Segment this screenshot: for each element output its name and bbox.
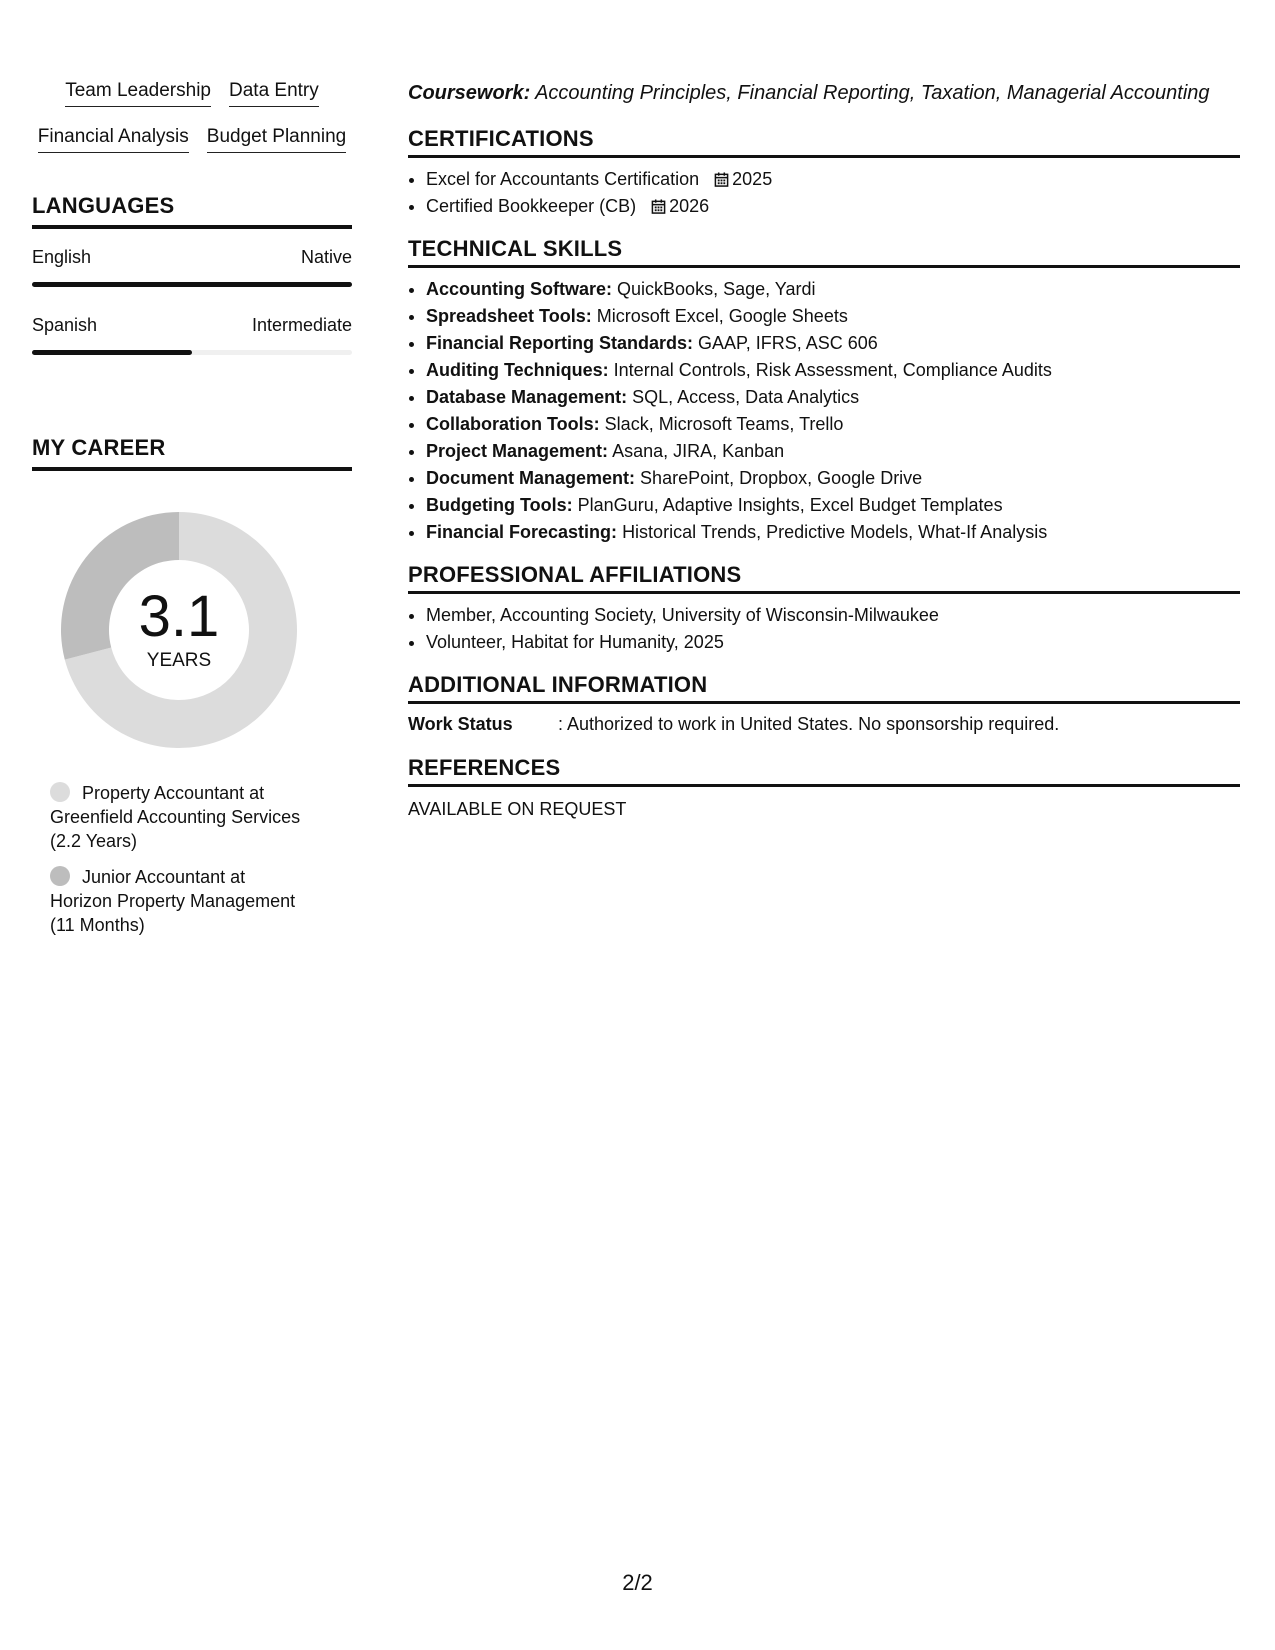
calendar-icon [714,172,729,187]
skill-value: SQL, Access, Data Analytics [632,387,860,407]
skill-tags [32,80,352,153]
skill-label: Database Management: [426,387,628,407]
certification-year: 2026 [669,196,710,216]
work-status-value: : Authorized to work in United States. No sponsorship required. [558,714,1060,734]
skill-value: GAAP, IFRS, ASC 606 [698,333,878,353]
career-legend-item [50,865,330,937]
calendar-icon [651,199,666,214]
language-bar-fill [32,350,192,355]
career-total-unit: YEARS [146,650,212,671]
language-level: Native [300,247,352,267]
certifications-heading: CERTIFICATIONS [408,126,1240,158]
career-donut-chart [54,505,304,755]
skill-value: Microsoft Excel, Google Sheets [596,306,848,326]
skill-label: Budgeting Tools: [426,495,573,515]
technical-skill-item [426,303,1240,330]
certification-year: 2025 [732,169,773,189]
coursework-label: Coursework: [408,82,531,104]
page-number: 2/2 [622,1570,653,1595]
skill-tag-row [32,80,352,107]
career-total-years: 3.1 [138,584,220,649]
technical-skill-item [426,465,1240,492]
career-legend [50,781,330,937]
certifications-list [408,166,1240,220]
certification-name: Certified Bookkeeper (CB) [426,196,637,216]
career-role: Junior Accountant at [82,867,246,887]
coursework [408,80,1240,106]
skill-label: Accounting Software: [426,279,613,299]
language-item [32,315,352,355]
right-column [408,80,1240,820]
technical-skill-item [426,438,1240,465]
skill-label: Collaboration Tools: [426,414,600,434]
skill-value: Internal Controls, Risk Assessment, Compliance Audits [613,360,1052,380]
work-status [408,714,1240,735]
language-bar-fill [32,282,352,287]
skill-label: Financial Forecasting: [426,522,618,542]
language-level: Intermediate [251,315,352,335]
certification-name: Excel for Accountants Certification [426,169,700,189]
technical-skills-heading: TECHNICAL SKILLS [408,236,1240,268]
skill-label: Project Management: [426,441,609,461]
skill-label: Auditing Techniques: [426,360,609,380]
left-column [32,80,352,949]
affiliations-list [408,602,1240,656]
certification-item [426,193,1240,220]
career-legend-item [50,781,330,853]
career-company: Greenfield Accounting Services [50,807,301,827]
references-heading: REFERENCES [408,755,1240,787]
career-section [32,435,352,937]
languages-heading: LANGUAGES [32,193,352,229]
career-heading: MY CAREER [32,435,352,471]
additional-info-heading: ADDITIONAL INFORMATION [408,672,1240,704]
career-duration: (2.2 Years) [50,831,138,851]
language-bar [32,282,352,287]
coursework-text: Accounting Principles, Financial Reporting, Taxation, Managerial Accounting [535,82,1210,104]
skill-label: Document Management: [426,468,636,488]
affiliation-item: • Volunteer, Habitat for Humanity, 2025 [426,629,1240,656]
technical-skill-item [426,357,1240,384]
technical-skill-item [426,384,1240,411]
language-name: Spanish [32,315,98,335]
career-company: Horizon Property Management [50,891,296,911]
technical-skills-list [408,276,1240,546]
skill-tag: Budget Planning [207,126,346,153]
technical-skill-item [426,330,1240,357]
career-duration: (11 Months) [50,915,145,935]
language-bar [32,350,352,355]
skill-label: Financial Reporting Standards: [426,333,694,353]
certification-item [426,166,1240,193]
technical-skill-item [426,519,1240,546]
references-text: AVAILABLE ON REQUEST [408,799,627,819]
career-role: Property Accountant at [82,783,265,803]
skill-tag: Team Leadership [65,80,211,107]
skill-value: Slack, Microsoft Teams, Trello [604,414,844,434]
skill-tag-row [32,126,352,153]
work-status-label: Work Status [408,714,513,734]
legend-dot [50,782,70,802]
affiliation-item: • Member, Accounting Society, University of Wisconsin-Milwaukee [426,602,1240,629]
language-item [32,247,352,287]
skill-value: QuickBooks, Sage, Yardi [617,279,816,299]
donut-center [54,505,304,755]
legend-dot [50,866,70,886]
technical-skill-item [426,276,1240,303]
skill-label: Spreadsheet Tools: [426,306,592,326]
skill-value: Asana, JIRA, Kanban [612,441,785,461]
skill-value: SharePoint, Dropbox, Google Drive [640,468,923,488]
language-name: English [32,247,92,267]
skill-tag: Financial Analysis [38,126,189,153]
technical-skill-item [426,411,1240,438]
skill-tag: Data Entry [229,80,319,107]
technical-skill-item [426,492,1240,519]
skill-value: PlanGuru, Adaptive Insights, Excel Budget Templates [577,495,1003,515]
skill-value: Historical Trends, Predictive Models, What-If Analysis [622,522,1048,542]
affiliations-heading: PROFESSIONAL AFFILIATIONS [408,562,1240,594]
